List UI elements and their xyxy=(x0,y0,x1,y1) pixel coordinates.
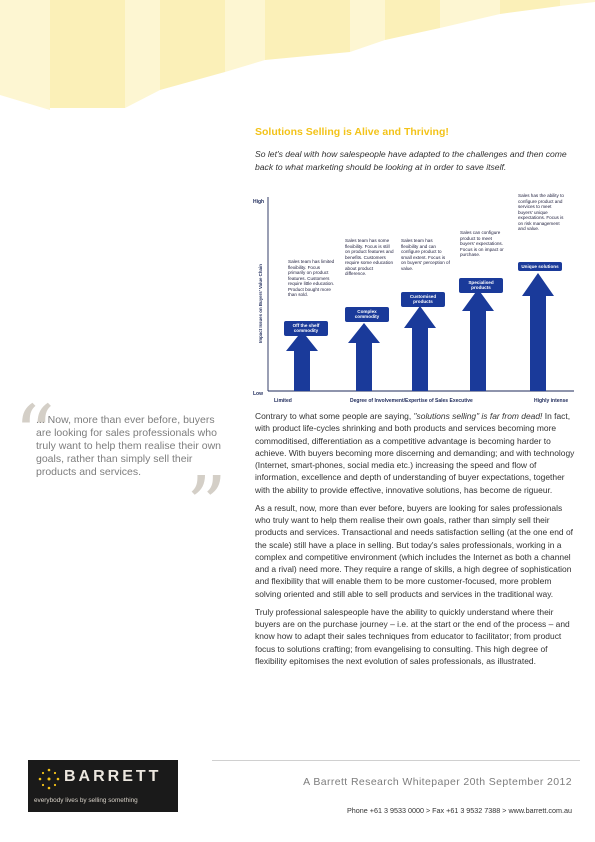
stage-2-description: Sales team has some flexibility. Focus is still on product features and benefits. Customers require some education about product difference. xyxy=(345,238,394,276)
footer-divider xyxy=(212,760,580,761)
stage-2-badge: Complex commodity xyxy=(345,307,389,322)
y-axis-title: Impact Issues on Buyers' Value Chain xyxy=(258,264,263,343)
x-axis-title: Degree of Involvement/Expertise of Sales Executive xyxy=(350,398,473,404)
stage-5-badge: Unique solutions xyxy=(518,262,562,271)
arrow-stage-4 xyxy=(462,289,494,391)
arrow-stage-1 xyxy=(286,331,318,391)
footer-title: A Barrett Research Whitepaper 20th September 2012 xyxy=(303,776,572,788)
footer-contact: Phone +61 3 9533 0000 > Fax +61 3 9532 7388 > www.barrett.com.au xyxy=(347,806,572,815)
paragraph-1-lead: Contrary to what some people are saying, xyxy=(255,411,414,421)
stage-5-description: Sales has the ability to configure product and services to meet buyers' unique expectations. Focus is on risk management and value. xyxy=(518,193,564,231)
paragraph-1-rest: In fact, with product life-cycles shrinking and both products and services becoming more commoditised, differentiation as a competitive advantage is becoming harder to achieve. With buyers becoming more discerning and demanding; and with technology (Internet, smart-phones, social media etc.) increasing the speed and flow of information, excellence and depth of understanding of buyer expectations, together with the ability to provide effective, innovative solutions, has become de rigueur. xyxy=(255,411,575,495)
article-title: Solutions Selling is Alive and Thriving! xyxy=(255,126,449,138)
stage-1-badge: Off the shelf commodity xyxy=(284,321,328,336)
logo-star-icon xyxy=(36,766,62,792)
x-axis-start: Limited xyxy=(274,398,292,404)
paragraph-1 xyxy=(255,410,575,496)
article-intro: So let's deal with how salespeople have adapted to the challenges and then come back to what marketing should be looking at in order to save itself. xyxy=(255,149,567,172)
x-axis-end: Highly intense xyxy=(534,398,569,404)
open-quote-mark-icon: “ xyxy=(14,388,55,481)
stage-4-badge: Specialised products xyxy=(459,278,503,293)
stage-3-description: Sales team has flexibility and can configure product to small extent. Focus is on buyers' perception of value. xyxy=(401,238,450,271)
arrow-stage-2 xyxy=(348,323,380,391)
stage-1-description: Sales team has limited flexibility. Focus primarily on product features. Customers require little education. Product bought more than sold. xyxy=(288,259,335,297)
arrow-stage-5 xyxy=(522,273,554,391)
stage-3-badge: Customised products xyxy=(401,292,445,307)
logo-wordmark: BARRETT xyxy=(64,768,162,785)
stage-4-description: Sales can configure product to meet buyers' expectations. Focus is on impact or purchase. xyxy=(460,230,504,257)
arrow-stage-3 xyxy=(404,306,436,391)
solutions-evolution-diagram xyxy=(252,193,578,405)
paragraph-2: As a result, now, more than ever before, buyers are looking for sales professionals who truly want to help them realise their own goals, rather than simply sell their products and services. Transactional and needs satisfaction selling (at the one end of the scale) still have a place in selling. But today's sales professionals, working in a complex and competitive environment (which includes the Internet as both a channel and a rival) need more. They require a range of skills, a high degree of sophistication and flexibility that will enable them to be more customer-focused, more problem solving oriented and still able to sell products and services in the traditional way. xyxy=(255,502,574,599)
decorative-header-band xyxy=(0,0,595,120)
paragraph-3: Truly professional salespeople have the ability to quickly understand where their buyers are on the purchase journey – i.e. at the start or the end of the process – and know how to adapt their sales techniques from educator to facilitator; from product focus to solutions crafting; from evangelising to consulting. This high degree of flexibility epitomises the next evolution of sales professionals, as illustrated. xyxy=(255,606,570,666)
y-axis-low: Low xyxy=(253,391,263,397)
pull-quote: ... Now, more than ever before, buyers are looking for sales professionals who truly want to help them realise their own goals, rather than simply sell their products and services. xyxy=(36,414,222,478)
y-axis-high: High xyxy=(253,199,265,205)
close-quote-mark-icon: ” xyxy=(186,459,227,552)
barrett-logo xyxy=(28,760,178,812)
logo-tagline: everybody lives by selling something xyxy=(34,797,138,804)
header-pattern xyxy=(0,0,595,120)
paragraph-1-emphasis: "solutions selling" is far from dead! xyxy=(413,411,543,421)
article-body xyxy=(255,410,575,673)
